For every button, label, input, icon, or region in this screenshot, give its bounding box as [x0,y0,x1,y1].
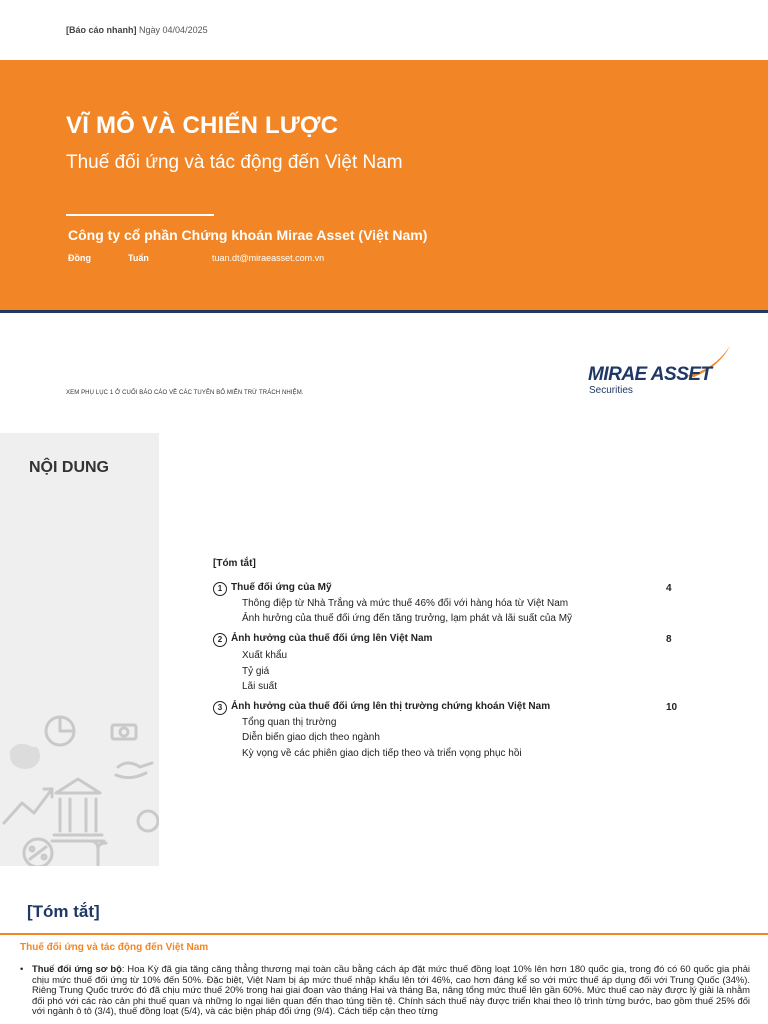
toc-item[interactable]: Kỳ vọng về các phiên giao dịch tiếp theo và triển vọng phục hồi [242,748,522,759]
toc-section-title: Ảnh hưởng của thuế đối ứng lên thị trường chứng khoán Việt Nam [231,701,551,712]
summary-bullet-text: : Hoa Kỳ đã gia tăng căng thẳng thương mại toàn cầu bằng cách áp đặt mức thuế đồng loạt 10% lên hơn 180 quốc gia, trong đó có 60 quốc gia phải chịu mức thuế đối ứng từ 10% đến 50%. Đặc biệt, Việt Nam bị áp mức thuế nhập khẩu lên tới 46%, cao hơn đáng kể so với mức thuế áp dụng đối với Trung Quốc (34%). Riêng Trung Quốc trước đó đã chịu mức thuế 20% trong hai giai đoạn vào tháng Hai và tháng Ba, nâng tổng mức thuế lên gần 60%. Mức thuế cao này được lý giải là nhằm đối phó với các rào cản phi thuế quan và những lo ngại liên quan đến thao túng tiền tệ. Chính sách thuế này được triển khai theo lộ trình từng bước, bao gồm thuế 25% đối với ngành ô tô (3/4), thuế đồng loạt (5/4), và các biện pháp đối ứng (9/4). Cách tiếp cận theo từng [32,963,750,1017]
toc-section-title: Ảnh hưởng của thuế đối ứng lên Việt Nam [231,633,433,644]
toc-item[interactable]: Diễn biến giao dịch theo ngành [242,732,380,743]
toc-section-number: 3 [213,701,227,715]
toc-section-title: Thuế đối ứng của Mỹ [231,582,332,593]
toc-section-number: 1 [213,582,227,596]
summary-bullet-term: Thuế đối ứng sơ bộ [32,963,122,974]
toc-section-3[interactable] [213,701,550,715]
summary-divider [0,933,768,935]
author-first-name: Đồng [68,253,91,263]
disclaimer-note: XEM PHỤ LỤC 1 Ở CUỐI BÁO CÁO VỀ CÁC TUYÊN BỐ MIỄN TRỪ TRÁCH NHIỆM. [66,390,304,396]
report-type: [Báo cáo nhanh] [66,25,137,35]
contents-sidebar [0,433,159,866]
toc-section-2[interactable] [213,633,432,647]
toc-item[interactable]: Ảnh hưởng của thuế đối ứng đến tăng trưởng, lạm phát và lãi suất của Mỹ [242,613,573,624]
toc-item[interactable]: Thông điệp từ Nhà Trắng và mức thuế 46% đối với hàng hóa từ Việt Nam [242,598,569,609]
report-subtitle: Thuế đối ứng và tác động đến Việt Nam [66,152,403,173]
summary-paragraph [20,964,750,1017]
contents-heading: NỘI DUNG [29,459,109,476]
author-email-link[interactable]: tuan.dt@miraeasset.com.vn [212,253,325,263]
toc-section-1[interactable] [213,582,332,596]
toc-page-number: 4 [666,583,672,594]
mirae-asset-logo [588,344,738,400]
toc-item[interactable]: Tỷ giá [242,666,270,677]
report-date: Ngày 04/04/2025 [139,25,208,35]
author-last-name: Tuấn [128,253,149,263]
toc-page-number: 10 [666,702,678,713]
summary-bullet [32,964,750,1017]
logo-wordmark: MIRAE ASSET [588,364,712,385]
banner-divider [0,310,768,313]
toc-item[interactable]: Lãi suất [242,681,278,692]
title-divider [66,214,214,216]
company-name: Công ty cổ phần Chứng khoán Mirae Asset (Việt Nam) [68,227,428,243]
toc-item[interactable]: Tổng quan thị trường [242,717,337,728]
summary-title: [Tóm tắt] [27,902,100,921]
toc-summary-link[interactable]: [Tóm tắt] [213,558,256,569]
logo-subtitle: Securities [589,385,633,396]
finance-illustration-icon [0,703,159,866]
summary-section-label: Thuế đối ứng và tác động đến Việt Nam [20,942,209,953]
bullet-icon: • [20,963,24,974]
cover-banner [0,60,768,310]
toc-item[interactable]: Xuất khẩu [242,650,288,661]
toc-section-number: 2 [213,633,227,647]
toc-page-number: 8 [666,634,672,645]
report-header [66,25,208,35]
report-title: VĨ MÔ VÀ CHIẾN LƯỢC [66,112,339,139]
